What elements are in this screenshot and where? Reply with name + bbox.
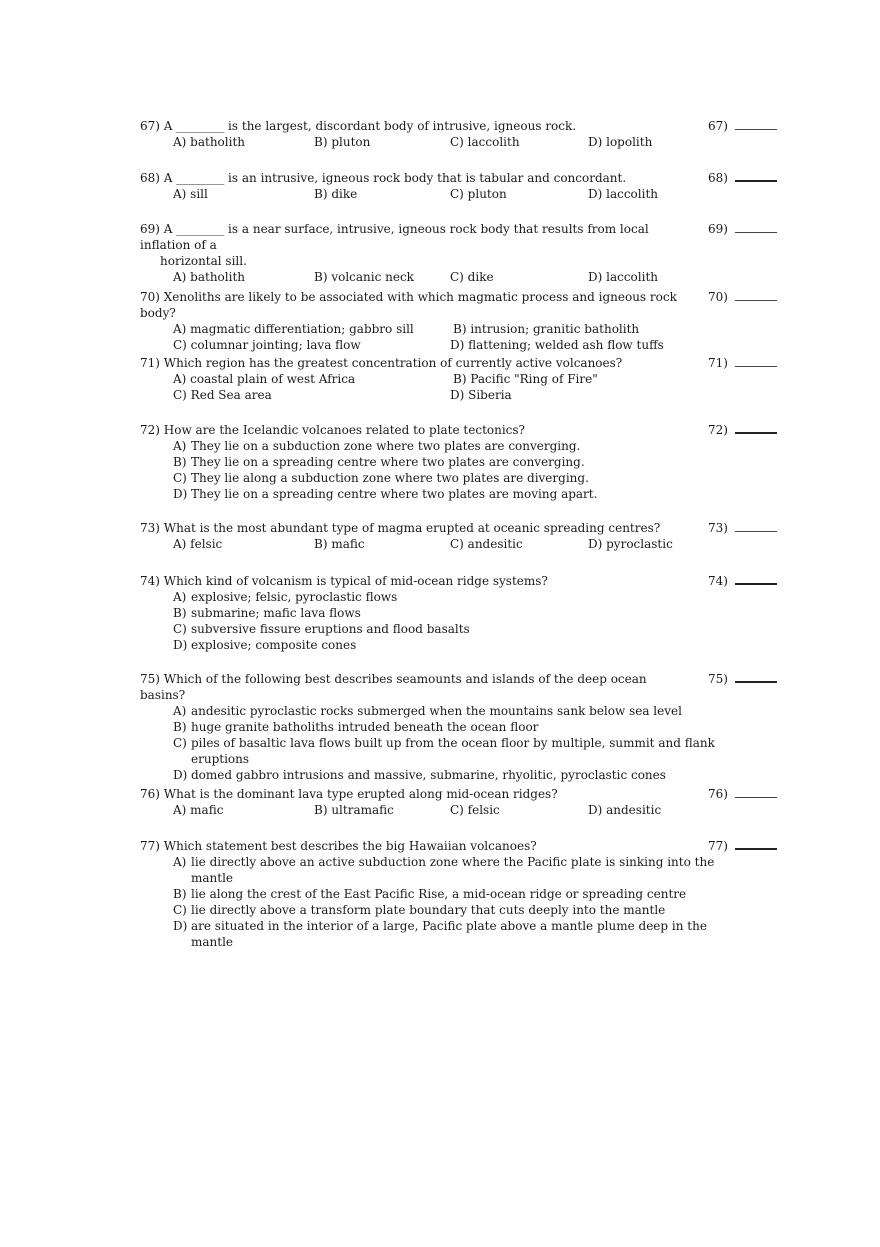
- option-d: D) Siberia: [450, 388, 512, 402]
- options-row: [140, 387, 780, 403]
- question-74: [140, 573, 780, 653]
- answer-number: 68): [708, 171, 728, 185]
- answer-number: 69): [708, 222, 728, 236]
- options-row: [140, 134, 780, 150]
- option-b: B) They lie on a spreading centre where two plates are converging.: [173, 455, 585, 469]
- options-list: [140, 703, 780, 783]
- answer-slot[interactable]: [708, 422, 780, 438]
- option-d: D) laccolith: [588, 187, 659, 201]
- answer-slot[interactable]: [708, 838, 780, 854]
- question-71: [140, 355, 780, 403]
- option-a: A) batholith: [173, 270, 245, 284]
- question-stem: 73) What is the most abundant type of magma erupted at oceanic spreading centres?: [140, 521, 661, 535]
- answer-line: [735, 120, 777, 130]
- question-75: [140, 671, 780, 783]
- option-c: C) They lie along a subduction zone where two plates are diverging.: [173, 471, 589, 485]
- option-d: D) lopolith: [588, 135, 653, 149]
- option-b: B) dike: [314, 187, 358, 201]
- options-row: [140, 337, 780, 353]
- option-b: B) intrusion; granitic batholith: [453, 322, 640, 336]
- answer-slot[interactable]: [708, 671, 780, 687]
- options-row: [140, 321, 780, 337]
- option-a: A) They lie on a subduction zone where two plates are converging.: [173, 439, 581, 453]
- options-list: [140, 438, 780, 502]
- question-stem: 77) Which statement best describes the big Hawaiian volcanoes?: [140, 839, 537, 853]
- answer-number: 76): [708, 787, 728, 801]
- question-72: [140, 422, 780, 502]
- option-a: A) explosive; felsic, pyroclastic flows: [173, 590, 398, 604]
- option-b: B) ultramafic: [314, 803, 394, 817]
- question-stem: 68) A ________ is an intrusive, igneous rock body that is tabular and concordant.: [140, 171, 627, 185]
- question-stem: 67) A ________ is the largest, discordant body of intrusive, igneous rock.: [140, 119, 577, 133]
- answer-line: [735, 574, 777, 585]
- options-row: [140, 186, 780, 202]
- option-b: B) volcanic neck: [314, 270, 414, 284]
- option-b: B) huge granite batholiths intruded beneath the ocean floor: [173, 720, 539, 734]
- question-stem: 69) A ________ is a near surface, intrusive, igneous rock body that results from local inflation of a: [140, 222, 649, 252]
- option-b: B) Pacific "Ring of Fire": [453, 372, 598, 386]
- answer-line: [735, 672, 777, 683]
- option-b: B) lie along the crest of the East Pacific Rise, a mid-ocean ridge or spreading centre: [173, 887, 687, 901]
- option-a: A) coastal plain of west Africa: [173, 372, 356, 386]
- option-d: D) flattening; welded ash flow tuffs: [450, 338, 664, 352]
- option-d: D) pyroclastic: [588, 537, 673, 551]
- answer-slot[interactable]: [708, 355, 780, 371]
- option-c: C) lie directly above a transform plate boundary that cuts deeply into the mantle: [173, 903, 666, 917]
- answer-number: 67): [708, 119, 728, 133]
- option-a: A) sill: [173, 187, 208, 201]
- option-c: C) subversive fissure eruptions and flood basalts: [173, 622, 470, 636]
- answer-number: 71): [708, 356, 728, 370]
- options-row: [140, 536, 780, 552]
- question-70: [140, 289, 780, 353]
- option-a: A) mafic: [173, 803, 224, 817]
- options-list: [140, 854, 780, 950]
- answer-slot[interactable]: [708, 170, 780, 186]
- option-d: D) domed gabbro intrusions and massive, submarine, rhyolitic, pyroclastic cones: [173, 768, 666, 782]
- question-67: [140, 118, 780, 150]
- question-stem: 71) Which region has the greatest concentration of currently active volcanoes?: [140, 356, 623, 370]
- answer-line: [735, 357, 777, 367]
- option-c: C) pluton: [450, 187, 507, 201]
- option-d: D) explosive; composite cones: [173, 638, 357, 652]
- question-69: [140, 221, 780, 285]
- options-row: [140, 269, 780, 285]
- question-68: [140, 170, 780, 202]
- answer-slot[interactable]: [708, 221, 780, 237]
- options-row: [140, 802, 780, 818]
- options-list: [140, 589, 780, 653]
- option-b: B) submarine; mafic lava flows: [173, 606, 361, 620]
- option-d: D) are situated in the interior of a large, Pacific plate above a mantle plume deep in the mantle: [173, 919, 707, 949]
- answer-line: [735, 423, 777, 434]
- option-d: D) laccolith: [588, 270, 659, 284]
- option-a: A) magmatic differentiation; gabbro sill: [173, 322, 414, 336]
- option-c: C) andesitic: [450, 537, 523, 551]
- answer-slot[interactable]: [708, 118, 780, 134]
- answer-line: [735, 223, 777, 233]
- option-c: C) piles of basaltic lava flows built up from the ocean floor by multiple, summit and flank eruptions: [173, 736, 715, 766]
- question-stem: 76) What is the dominant lava type erupted along mid-ocean ridges?: [140, 787, 558, 801]
- answer-number: 72): [708, 423, 728, 437]
- question-77: [140, 838, 780, 950]
- question-stem: 70) Xenoliths are likely to be associated with which magmatic process and igneous rock body?: [140, 290, 677, 320]
- question-stem: 72) How are the Icelandic volcanoes related to plate tectonics?: [140, 423, 525, 437]
- option-c: C) dike: [450, 270, 494, 284]
- option-c: C) columnar jointing; lava flow: [173, 338, 361, 352]
- answer-line: [735, 171, 777, 182]
- answer-line: [735, 788, 777, 798]
- answer-slot[interactable]: [708, 786, 780, 802]
- option-a: A) batholith: [173, 135, 245, 149]
- question-stem-continued: horizontal sill.: [160, 254, 247, 268]
- answer-number: 74): [708, 574, 728, 588]
- options-row: [140, 371, 780, 387]
- option-a: A) lie directly above an active subduction zone where the Pacific plate is sinking into the mantle: [173, 855, 715, 885]
- answer-line: [735, 839, 777, 850]
- question-76: [140, 786, 780, 818]
- answer-slot[interactable]: [708, 289, 780, 305]
- option-c: C) felsic: [450, 803, 500, 817]
- answer-line: [735, 291, 777, 301]
- option-d: D) andesitic: [588, 803, 662, 817]
- option-c: C) laccolith: [450, 135, 520, 149]
- option-b: B) mafic: [314, 537, 365, 551]
- answer-number: 77): [708, 839, 728, 853]
- option-a: A) andesitic pyroclastic rocks submerged when the mountains sank below sea level: [173, 704, 682, 718]
- option-d: D) They lie on a spreading centre where two plates are moving apart.: [173, 487, 598, 501]
- option-c: C) Red Sea area: [173, 388, 272, 402]
- answer-number: 73): [708, 521, 728, 535]
- question-stem: 75) Which of the following best describes seamounts and islands of the deep ocean basins?: [140, 672, 647, 702]
- answer-number: 70): [708, 290, 728, 304]
- option-a: A) felsic: [173, 537, 223, 551]
- answer-number: 75): [708, 672, 728, 686]
- answer-slot[interactable]: [708, 573, 780, 589]
- option-b: B) pluton: [314, 135, 371, 149]
- answer-slot[interactable]: [708, 520, 780, 536]
- question-stem: 74) Which kind of volcanism is typical of mid-ocean ridge systems?: [140, 574, 548, 588]
- answer-line: [735, 522, 777, 532]
- question-73: [140, 520, 780, 552]
